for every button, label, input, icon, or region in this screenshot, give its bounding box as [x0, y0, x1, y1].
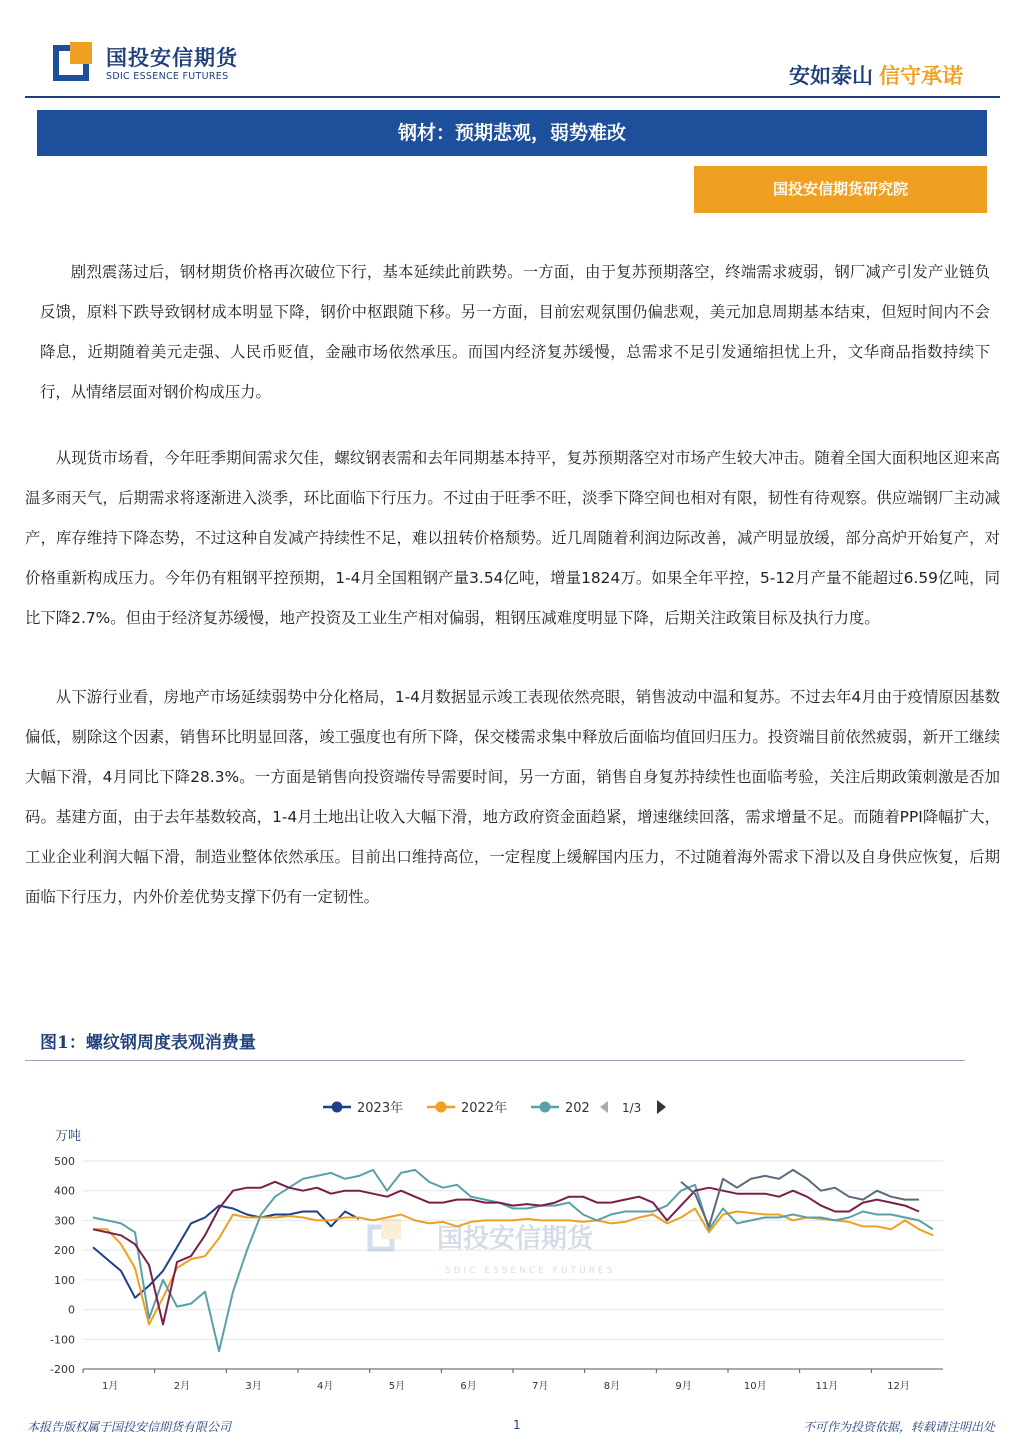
x-tick-label: 8月	[603, 1381, 621, 1392]
legend-item[interactable]	[531, 1101, 590, 1116]
legend-marker	[332, 1102, 343, 1113]
logo-mark-icon	[52, 40, 96, 84]
figure-title: 图1：螺纹钢周度表观消费量	[40, 1033, 256, 1053]
figure-divider	[25, 1060, 965, 1061]
legend-marker	[540, 1102, 551, 1113]
logo-text-cn: 国投安信期货	[106, 46, 238, 70]
header-divider	[25, 96, 1000, 98]
y-tick-label: 400	[54, 1184, 75, 1198]
page-number: 1	[513, 1418, 521, 1432]
x-tick-label: 5月	[388, 1381, 406, 1392]
chart-watermark	[370, 1219, 615, 1276]
footer-copyright: 本报告版权属于国投安信期货有限公司	[27, 1420, 232, 1434]
y-tick-label: -200	[50, 1363, 75, 1376]
chart-legend	[323, 1100, 666, 1116]
legend-next-icon[interactable]	[657, 1100, 666, 1114]
slogan-part-b: 信守承诺	[879, 64, 963, 88]
watermark-text-en: SDIC ESSENCE FUTURES	[445, 1266, 616, 1276]
x-tick-label: 11月	[815, 1381, 839, 1392]
legend-label: 2022年	[461, 1101, 508, 1116]
slogan	[789, 60, 963, 90]
watermark-text-cn: 国投安信期货	[437, 1224, 594, 1254]
institution-badge: 国投安信期货研究院	[694, 166, 987, 213]
logo-text-en: SDIC ESSENCE FUTURES	[106, 71, 229, 82]
company-logo	[52, 40, 252, 90]
footer-disclaimer: 不可作为投资依据，转载请注明出处	[802, 1420, 995, 1434]
legend-label: 2023年	[357, 1101, 404, 1116]
slogan-part-a: 安如泰山	[789, 64, 873, 88]
legend-item[interactable]	[323, 1100, 403, 1116]
x-axis	[83, 1369, 943, 1392]
legend-label: 202	[565, 1101, 590, 1116]
y-tick-label: 200	[54, 1244, 75, 1258]
x-tick-label: 10月	[743, 1381, 767, 1392]
y-tick-label: -100	[50, 1333, 75, 1347]
x-tick-label: 9月	[675, 1381, 692, 1392]
y-tick-label: 100	[54, 1273, 75, 1287]
y-axis-label: 万吨	[55, 1129, 82, 1144]
paragraph-3: 从下游行业看，房地产市场延续弱势中分化格局，1-4月数据显示竣工表现依然亮眼，销售波动中温和复苏。不过去年4月由于疫情原因基数偏低，剔除这个因素，销售环比明显回落，竣工强度也有所下降，保交楼需求集中释放后面临均值回归压力。投资端目前依然疲弱，新开工继续大幅下滑，4月同比下降28.3%。一方面是销售向投资端传导需要时间，另一方面，销售自身复苏持续性也面临考验，关注后期政策刺激是否加码。基建方面，由于去年基数较高，1-4月土地出让收入大幅下滑，地方政府资金面趋紧，增速继续回落，需求增量不足。而随着PPI降幅扩大，工业企业利润大幅下滑，制造业整体依然承压。目前出口维持高位，一定程度上缓解国内压力，不过随着海外需求下滑以及自身供应恢复，后期面临下行压力，内外价差优势支撑下仍有一定韧性。	[25, 688, 1000, 906]
y-tick-label: 300	[54, 1214, 75, 1228]
x-tick-label: 1月	[102, 1381, 119, 1392]
y-tick-label: 500	[54, 1155, 75, 1168]
x-tick-label: 6月	[460, 1381, 477, 1392]
chart-series	[93, 1170, 933, 1351]
legend-prev-icon[interactable]	[600, 1101, 608, 1113]
legend-marker	[436, 1102, 447, 1113]
consumption-line-chart	[25, 1085, 975, 1405]
x-tick-label: 2月	[173, 1381, 191, 1392]
paragraph-1: 剧烈震荡过后，钢材期货价格再次破位下行，基本延续此前跌势。一方面，由于复苏预期落空，终端需求疲弱，钢厂减产引发产业链负反馈，原料下跌导致钢材成本明显下降，钢价中枢跟随下移。另一方面，目前宏观氛围仍偏悲观，美元加息周期基本结束，但短时间内不会降息，近期随着美元走强、人民币贬值，金融市场依然承压。而国内经济复苏缓慢，总需求不足引发通缩担忧上升，文华商品指数持续下行，从情绪层面对钢价构成压力。	[40, 263, 990, 401]
legend-item[interactable]	[427, 1100, 507, 1116]
paragraph-2: 从现货市场看，今年旺季期间需求欠佳，螺纹钢表需和去年同期基本持平，复苏预期落空对市场产生较大冲击。随着全国大面积地区迎来高温多雨天气，后期需求将逐渐进入淡季，环比面临下行压力。不过由于旺季不旺，淡季下降空间也相对有限，韧性有待观察。供应端钢厂主动减产，库存维持下降态势，不过这种自发减产持续性不足，难以扭转价格颓势。近几周随着利润边际改善，减产明显放缓，部分高炉开始复产，对价格重新构成压力。今年仍有粗钢平控预期，1-4月全国粗钢产量3.54亿吨，增量1824万。如果全年平控，5-12月产量不能超过6.59亿吨，同比下降2.7%。但由于经济复苏缓慢，地产投资及工业生产相对偏弱，粗钢压减难度明显下降，后期关注政策目标及执行力度。	[25, 449, 1000, 627]
x-tick-label: 3月	[245, 1381, 262, 1392]
y-tick-label: 0	[68, 1303, 75, 1317]
legend-page-indicator: 1/3	[622, 1101, 642, 1115]
report-title: 钢材：预期悲观，弱势难改	[37, 110, 987, 156]
x-tick-label: 7月	[532, 1381, 549, 1392]
x-tick-label: 4月	[317, 1381, 334, 1392]
x-tick-label: 12月	[887, 1381, 910, 1392]
